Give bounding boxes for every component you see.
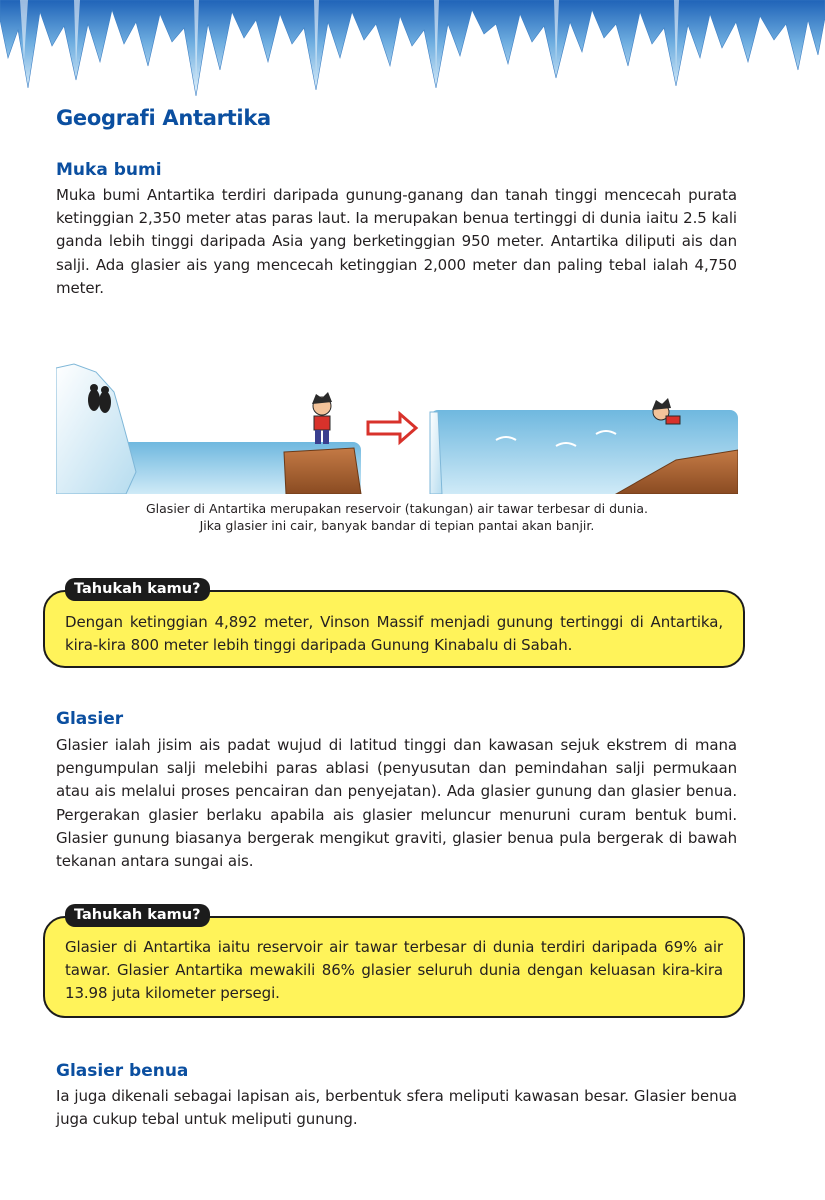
panel-after — [430, 398, 738, 494]
caption-line-1: Glasier di Antartika merupakan reservoir (takungan) air tawar terbesar di dunia. — [145, 501, 649, 516]
paragraph-glasier: Glasier ialah jisim ais padat wujud di latitud tinggi dan kawasan sejuk ekstrem di mana pengumpulan salji melebihi paras ablasi (penyusutan dan pemindahan salji permukaan atau ais melalui proses pencairan dan penyejatan). Ada glasier gunung dan glasier benua. Pergerakan glasier berlaku apabila ais glasier meluncur menuruni curam bentuk bumi. Glasier gunung biasanya bergerak mengikut graviti, glasier benua pula bergerak di bawah tekanan antara sungai ais. — [56, 736, 737, 871]
page-title: Geografi Antartika — [56, 106, 271, 130]
boy-character — [312, 392, 332, 444]
paragraph-muka-bumi: Muka bumi Antartika terdiri daripada gunung-ganang dan tanah tinggi mencecah purata ketinggian 2,350 meter atas paras laut. Ia merupakan benua tertinggi di dunia iaitu 2.5 kali ganda lebih tinggi daripada Asia yang berketinggian 950 meter. Antartika diliputi ais dan salji. Ada glasier ais yang mencecah ketinggian 2,000 meter dan paling tebal ialah 4,750 meter. — [56, 186, 737, 297]
panel-before — [56, 364, 361, 494]
illustration-caption — [56, 500, 738, 534]
tahukah-box-2 — [43, 907, 745, 1018]
tahukah-label: Tahukah kamu? — [65, 578, 210, 601]
icicles-border — [0, 0, 825, 110]
section-heading-muka-bumi: Muka bumi — [56, 160, 162, 180]
tahukah-text: Glasier di Antartika iaitu reservoir air tawar terbesar di dunia terdiri daripada 69% air tawar. Glasier Antartika mewakili 86% glasier seluruh dunia dengan keluasan kira-kira 13.98 juta kilometer persegi. — [65, 938, 723, 1003]
arrow-right-icon — [368, 414, 416, 442]
tahukah-box-1 — [43, 581, 745, 668]
tahukah-label: Tahukah kamu? — [65, 904, 210, 927]
caption-line-2: Jika glasier ini cair, banyak bandar di tepian pantai akan banjir. — [199, 518, 595, 533]
section-heading-glasier-benua: Glasier benua — [56, 1061, 189, 1081]
glacier-illustration — [56, 362, 738, 494]
section-heading-glasier: Glasier — [56, 709, 124, 729]
tahukah-text: Dengan ketinggian 4,892 meter, Vinson Massif menjadi gunung tertinggi di Antartika, kira-kira 800 meter lebih tinggi daripada Gunung Kinabalu di Sabah. — [65, 613, 723, 655]
paragraph-glasier-benua: Ia juga dikenali sebagai lapisan ais, berbentuk sfera meliputi kawasan besar. Glasier benua juga cukup tebal untuk meliputi gunung. — [56, 1087, 737, 1129]
